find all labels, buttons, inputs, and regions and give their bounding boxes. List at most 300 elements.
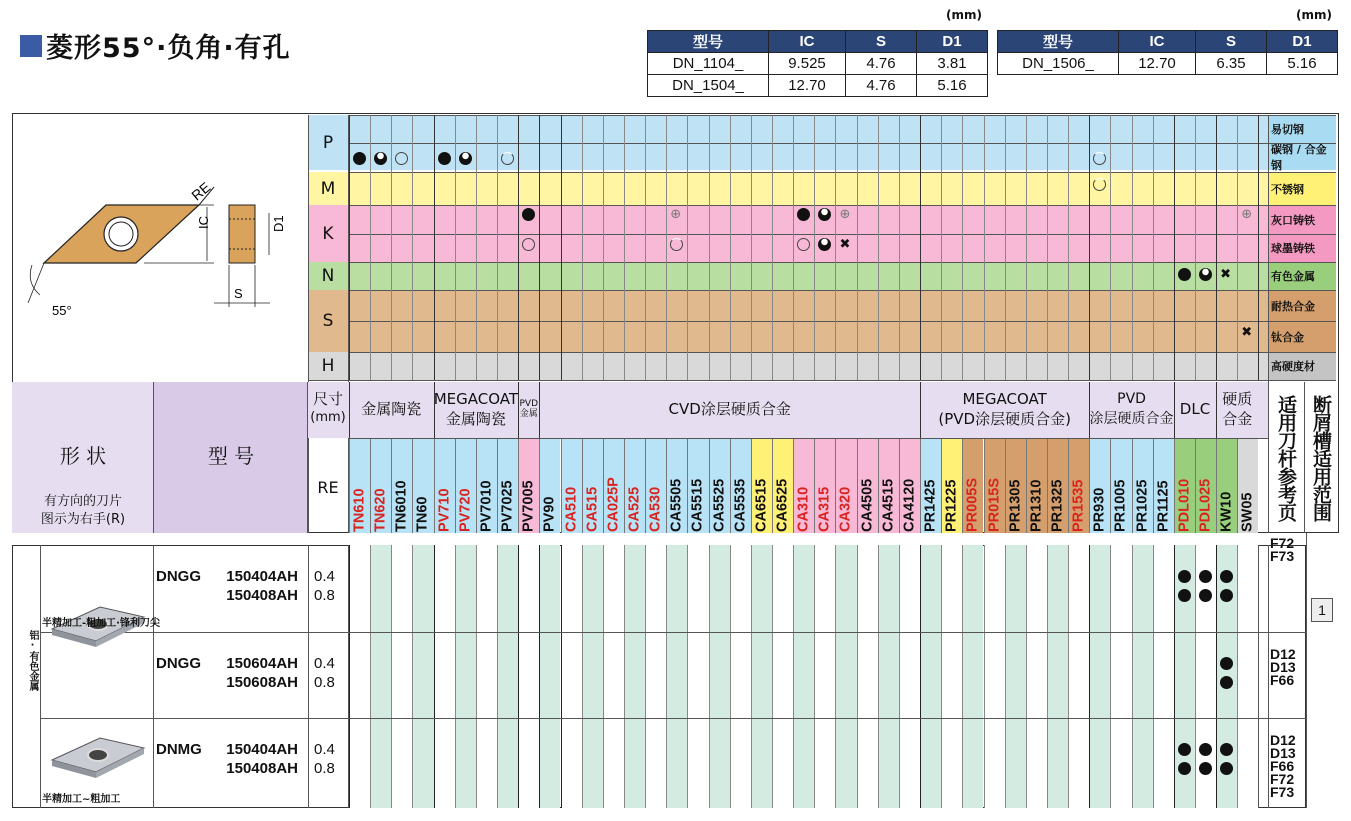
grid-line <box>1174 545 1175 808</box>
material-band-m <box>308 172 1336 205</box>
product-code: 150404AH <box>226 568 298 585</box>
insert-caption: 半精加工~粗加工 <box>42 794 121 805</box>
grid-line <box>1068 545 1069 808</box>
product-code: 150408AH <box>226 587 298 604</box>
grade-column-bg <box>793 545 814 808</box>
spec-table-left <box>647 30 988 97</box>
full-dot-icon <box>1178 743 1191 756</box>
material-code: S <box>322 311 334 331</box>
grid-line <box>645 545 646 808</box>
grade-column-bg <box>857 545 878 808</box>
spec-cell: 5.16 <box>1267 53 1338 75</box>
grade-name: TN620 <box>372 488 389 532</box>
grade-column-bg <box>835 545 856 808</box>
grade-column-bg <box>751 545 772 808</box>
grade-column-bg <box>539 545 560 808</box>
grade-name: TN60 <box>415 496 431 532</box>
grid-line <box>1005 439 1006 533</box>
spec-cell: DN_1104_ <box>648 53 769 75</box>
grade-column-bg <box>434 545 455 808</box>
grade-column-bg <box>920 545 941 808</box>
grade-name: TN610 <box>351 488 368 532</box>
grade-group-label: PVD 金属 <box>519 399 539 419</box>
spec-cell: 12.70 <box>1119 53 1196 75</box>
grid-line <box>391 439 392 533</box>
grid-line <box>793 439 794 533</box>
grade-name: PR1425 <box>922 479 939 532</box>
grid-line <box>603 439 604 533</box>
grade-name: CA025P <box>605 477 622 532</box>
full-dot-icon <box>438 152 451 165</box>
grade-column-bg <box>582 545 603 808</box>
holder-pages <box>1270 537 1304 563</box>
grid-line <box>687 545 688 808</box>
grade-name: CA525 <box>626 486 643 532</box>
grade-name: CA310 <box>795 486 812 532</box>
grid-line <box>1174 115 1175 380</box>
d1-label: D1 <box>271 215 286 232</box>
grade-name: CA315 <box>816 486 833 532</box>
grade-column-bg <box>561 545 582 808</box>
grid-line <box>920 115 921 380</box>
re-value: 0.4 <box>314 741 335 758</box>
grid-line <box>308 380 1336 381</box>
product-code: 150604AH <box>226 655 298 672</box>
grade-name: CA5525 <box>711 478 728 532</box>
grid-line <box>518 115 519 380</box>
grid-line <box>518 439 519 533</box>
grid-line <box>370 545 371 808</box>
grade-name: TN6010 <box>393 480 410 532</box>
grade-name: PR1005 <box>1112 479 1129 532</box>
grid-line <box>1132 545 1133 808</box>
title-square-icon <box>20 35 42 57</box>
grid-line <box>561 439 562 533</box>
spec-header: S <box>846 31 917 53</box>
grid-line <box>984 545 985 808</box>
holder-page: D12 <box>1270 646 1296 662</box>
grade-name: CA5535 <box>732 478 749 532</box>
grid-line <box>1110 545 1111 808</box>
grade-column-bg <box>1089 545 1110 808</box>
grid-line <box>1237 545 1238 808</box>
grid-line <box>391 115 392 380</box>
grid-line <box>666 439 667 533</box>
grid-line <box>962 439 963 533</box>
holder-page: D12 <box>1270 732 1296 748</box>
grid-line <box>603 545 604 808</box>
holder-page: F72 <box>1270 535 1295 551</box>
grid-line <box>434 115 435 380</box>
spec-cell: 3.81 <box>917 53 988 75</box>
grade-column-bg <box>349 545 370 808</box>
grade-group-label: PVD 涂层硬质合金 <box>1089 391 1174 427</box>
grade-name: PR005S <box>964 477 981 532</box>
grid-line <box>308 115 309 533</box>
grade-name: PDL025 <box>1197 478 1214 532</box>
grid-line <box>1258 115 1259 380</box>
grid-line <box>40 718 1306 719</box>
holder-page: F72 <box>1270 771 1295 787</box>
grade-column-bg <box>666 545 687 808</box>
grade-column-bg <box>603 545 624 808</box>
full-dot-icon <box>1178 762 1191 775</box>
grid-line <box>308 545 309 808</box>
grade-name: PDL010 <box>1176 478 1193 532</box>
grid-line <box>497 439 498 533</box>
insert-caption: 半精加工-粗加工·锋利刀尖 <box>42 618 160 629</box>
grade-name: PR1310 <box>1028 479 1045 532</box>
grade-column-bg <box>814 545 835 808</box>
grid-line <box>984 439 985 533</box>
grid-line <box>899 439 900 533</box>
grade-column-bg <box>941 545 962 808</box>
grade-column-bg <box>476 545 497 808</box>
grid-line <box>835 115 836 380</box>
re-header: RE <box>317 478 339 497</box>
grade-column-bg <box>772 545 793 808</box>
grid-line <box>412 439 413 533</box>
grid-line <box>730 545 731 808</box>
grid-line <box>349 439 350 533</box>
grid-line <box>835 545 836 808</box>
grid-line <box>412 115 413 380</box>
material-label: 不锈钢 <box>1268 172 1336 205</box>
grid-line <box>709 545 710 808</box>
grade-name: PV7025 <box>499 480 516 532</box>
spec-cell: DN_1506_ <box>998 53 1119 75</box>
grade-name: PR1225 <box>943 479 960 532</box>
grade-name: CA4515 <box>880 478 897 532</box>
grid-line <box>730 439 731 533</box>
grade-name: PV710 <box>436 488 453 532</box>
grid-line <box>984 115 985 380</box>
grade-column-bg <box>645 545 666 808</box>
grid-line <box>1026 439 1027 533</box>
spec-header: S <box>1196 31 1267 53</box>
angle-label: 55° <box>52 303 72 318</box>
grade-group-label: 硬质 合金 <box>1222 390 1253 428</box>
grid-line <box>582 439 583 533</box>
grid-line <box>539 115 540 380</box>
page-title-text: 菱形55°·负角·有孔 <box>46 33 291 64</box>
grid-line <box>1047 115 1048 380</box>
spec-header: D1 <box>917 31 988 53</box>
grid-line <box>772 115 773 380</box>
grade-name: PR015S <box>986 477 1003 532</box>
grid-line <box>582 545 583 808</box>
grid-line <box>1216 545 1217 808</box>
grid-line <box>899 545 900 808</box>
grade-group-label: CVD涂层硬质合金 <box>668 400 791 418</box>
re-value: 0.8 <box>314 587 335 604</box>
holder-ref-header: 适用刀杆参考页 <box>1275 395 1297 521</box>
material-code: K <box>322 223 334 244</box>
grade-name: KW10 <box>1218 491 1235 532</box>
grid-line <box>772 439 773 533</box>
grade-column-bg <box>730 545 751 808</box>
re-value: 0.8 <box>314 674 335 691</box>
grade-column-bg <box>878 545 899 808</box>
product-model <box>156 740 298 778</box>
spec-header: IC <box>1119 31 1196 53</box>
product-code: 150608AH <box>226 674 298 691</box>
grid-line <box>1268 545 1269 808</box>
material-label: 高硬度材 <box>1268 352 1336 380</box>
grade-name: PR1535 <box>1070 479 1087 532</box>
partial-dot-icon <box>459 152 472 165</box>
grid-line <box>348 545 349 808</box>
grid-line <box>793 545 794 808</box>
grid-line <box>539 545 540 808</box>
holder-page: F73 <box>1270 548 1295 564</box>
grid-line <box>1195 439 1196 533</box>
grid-line <box>751 439 752 533</box>
grid-line <box>1132 115 1133 380</box>
holder-page: D13 <box>1270 745 1296 761</box>
grade-column-bg <box>687 545 708 808</box>
grid-line <box>857 439 858 533</box>
grid-line <box>455 439 456 533</box>
grade-column-bg <box>1026 545 1047 808</box>
grid-line <box>603 115 604 380</box>
material-label: 易切钢 <box>1268 115 1336 143</box>
grid-line <box>709 115 710 380</box>
grade-name: CA515 <box>584 486 601 532</box>
grade-name: PV7005 <box>520 480 537 532</box>
grade-group-label: MEGACOAT (PVD涂层硬质合金) <box>938 390 1071 428</box>
grid-line <box>1174 439 1175 533</box>
grid-line <box>878 439 879 533</box>
shape-header: 形 状 <box>59 444 107 468</box>
spec-cell: 4.76 <box>846 53 917 75</box>
grid-line <box>751 545 752 808</box>
grid-line <box>709 439 710 533</box>
grid-line <box>349 115 350 380</box>
grade-name: CA6515 <box>753 478 770 532</box>
grid-line <box>687 439 688 533</box>
grid-line <box>920 439 921 533</box>
grid-line <box>1026 545 1027 808</box>
grid-line <box>920 545 921 808</box>
grade-name: CA4120 <box>901 478 918 532</box>
grid-line <box>476 115 477 380</box>
grid-line <box>40 632 1306 633</box>
grid-line <box>1132 439 1133 533</box>
grid-line <box>1195 115 1196 380</box>
grade-column-bg <box>370 545 391 808</box>
grade-column-bg <box>455 545 476 808</box>
grade-name: PV90 <box>541 496 558 532</box>
partial-dot-icon <box>1199 268 1212 281</box>
x-mark-icon: ✖ <box>839 237 851 252</box>
full-dot-icon <box>1199 743 1212 756</box>
grade-column-bg <box>1132 545 1153 808</box>
spec-header: D1 <box>1267 31 1338 53</box>
re-value: 0.4 <box>314 655 335 672</box>
model-prefix: DNGG <box>156 655 201 672</box>
grade-column-bg <box>1047 545 1068 808</box>
grid-line <box>1089 115 1090 380</box>
model-prefix: DNMG <box>156 741 202 758</box>
chipbreaker-header: 断屑槽适用范围 <box>1310 395 1332 521</box>
grid-line <box>962 115 963 380</box>
grid-line <box>1153 545 1154 808</box>
grade-column-bg <box>962 545 983 808</box>
full-dot-icon <box>353 152 366 165</box>
grid-line <box>40 545 41 808</box>
cross-circle-icon: ⊕ <box>1241 207 1253 222</box>
material-label: 有色金属 <box>1268 262 1336 290</box>
grid-line <box>476 545 477 808</box>
grid-line <box>835 439 836 533</box>
grid-line <box>899 115 900 380</box>
grade-name: PR930 <box>1091 487 1108 532</box>
grid-line <box>666 545 667 808</box>
grid-line <box>666 115 667 380</box>
material-code: H <box>321 356 335 376</box>
grade-column-bg <box>624 545 645 808</box>
grade-name: CA4505 <box>859 478 876 532</box>
grade-name: CA5515 <box>689 478 706 532</box>
grade-name: PR1325 <box>1049 479 1066 532</box>
holder-pages <box>1270 734 1304 799</box>
grid-line <box>624 545 625 808</box>
grid-line <box>1026 115 1027 380</box>
grid-line <box>962 545 963 808</box>
spec-header: 型号 <box>998 31 1119 53</box>
product-model <box>156 567 298 605</box>
grid-line <box>857 545 858 808</box>
grade-name: PR1025 <box>1134 479 1151 532</box>
grid-line <box>349 545 350 808</box>
grid-line <box>1153 115 1154 380</box>
grid-line <box>624 439 625 533</box>
grade-group-label: 金属陶瓷 <box>361 400 422 418</box>
holder-page: F66 <box>1270 672 1295 688</box>
re-value: 0.4 <box>314 568 335 585</box>
model-header: 型 号 <box>207 444 255 468</box>
material-code: M <box>320 178 336 199</box>
grade-column-bg <box>497 545 518 808</box>
grade-group-label: DLC <box>1179 400 1211 418</box>
page-title <box>20 26 291 65</box>
shape-note-1: 有方向的刀片 <box>43 494 122 509</box>
spec-cell: 4.76 <box>846 75 917 97</box>
full-dot-icon <box>1199 762 1212 775</box>
grid-line <box>1110 115 1111 380</box>
spec-header: 型号 <box>648 31 769 53</box>
material-label: 球墨铸铁 <box>1268 234 1336 262</box>
grid-line <box>878 115 879 380</box>
grid-line <box>455 545 456 808</box>
grid-line <box>1258 545 1259 808</box>
ic-label: IC <box>196 216 211 229</box>
spec-cell: 12.70 <box>769 75 846 97</box>
grid-line <box>857 115 858 380</box>
grade-column-bg <box>1110 545 1131 808</box>
full-dot-icon <box>1199 589 1212 602</box>
grid-line <box>434 545 435 808</box>
grid-line <box>539 439 540 533</box>
x-mark-icon: ✖ <box>1241 325 1253 340</box>
material-label: 灰口铸铁 <box>1268 205 1336 234</box>
grid-line <box>370 115 371 380</box>
grade-name: CA530 <box>647 486 664 532</box>
product-model <box>156 654 298 692</box>
grid-line <box>561 545 562 808</box>
shape-note-2: 图示为右手(R) <box>40 512 126 527</box>
grade-column-bg <box>709 545 730 808</box>
grid-line <box>497 545 498 808</box>
grade-name: CA320 <box>838 486 854 532</box>
grade-name: CA5505 <box>668 478 685 532</box>
grid-line <box>1005 545 1006 808</box>
grade-name: SW05 <box>1239 492 1256 532</box>
grid-line <box>751 115 752 380</box>
holder-pages <box>1270 648 1304 687</box>
grid-line <box>1237 115 1238 380</box>
holder-page: F73 <box>1270 784 1295 800</box>
chipbreaker-badge: 1 <box>1311 598 1333 622</box>
grade-name: PR1305 <box>1007 479 1024 532</box>
grade-column-bg <box>984 545 1005 808</box>
grade-column-bg <box>1153 545 1174 808</box>
material-code: P <box>322 132 334 153</box>
material-code: N <box>321 266 335 286</box>
grid-line <box>624 115 625 380</box>
full-dot-icon <box>1178 268 1191 281</box>
full-dot-icon <box>1178 589 1191 602</box>
model-prefix: DNGG <box>156 568 201 585</box>
spec-unit-right: (mm) <box>1296 8 1332 22</box>
grid-line <box>730 115 731 380</box>
grid-line <box>814 115 815 380</box>
full-dot-icon <box>1178 570 1191 583</box>
grid-line <box>1110 439 1111 533</box>
spec-cell: 9.525 <box>769 53 846 75</box>
re-value: 0.8 <box>314 760 335 777</box>
grid-line <box>391 545 392 808</box>
grid-line <box>1216 115 1217 380</box>
grade-name: CA510 <box>563 486 580 532</box>
size-unit: (mm) <box>310 410 346 425</box>
grade-name: PV720 <box>457 488 474 532</box>
grade-column-bg <box>518 545 539 808</box>
x-mark-icon: ✖ <box>1220 267 1232 282</box>
grid-line <box>793 115 794 380</box>
grid-line <box>1047 545 1048 808</box>
grid-line <box>1068 115 1069 380</box>
grade-column-bg <box>391 545 412 808</box>
grid-line <box>1005 115 1006 380</box>
grid-line <box>1237 439 1238 533</box>
product-code: 150404AH <box>226 741 298 758</box>
grid-line <box>561 115 562 380</box>
spec-unit-left: (mm) <box>946 8 982 22</box>
open-circle-icon <box>501 152 514 165</box>
re-label: RE <box>188 178 214 204</box>
grid-line <box>941 439 942 533</box>
cross-circle-icon: ⊕ <box>839 207 851 222</box>
holder-page: D13 <box>1270 659 1296 675</box>
grid-line <box>645 439 646 533</box>
grid-line <box>497 115 498 380</box>
spec-cell: 5.16 <box>917 75 988 97</box>
grade-column-bg <box>1005 545 1026 808</box>
spec-cell: 6.35 <box>1196 53 1267 75</box>
full-dot-icon <box>1199 570 1212 583</box>
